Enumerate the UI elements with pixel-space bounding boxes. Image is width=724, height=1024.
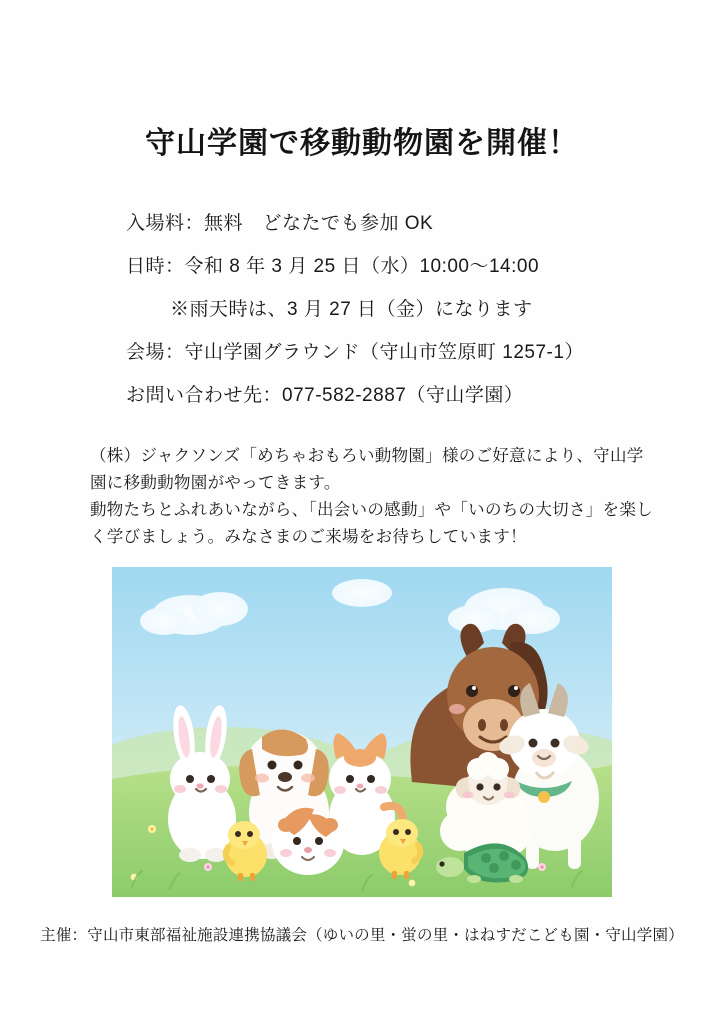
page-title: 守山学園で移動動物園を開催！ — [145, 127, 579, 160]
detail-datetime: 日時：令和 8 年 3 月 25 日（水）10:00〜14:00 — [126, 256, 540, 277]
detail-raindate: ※雨天時は、3 月 27 日（金）になります — [170, 299, 533, 320]
event-details-list — [0, 162, 724, 405]
body-text — [0, 429, 724, 551]
animals-illustration-svg — [112, 567, 612, 897]
body-paragraph-1: （株）ジャクソンズ「めちゃおもろい動物園」様のご好意により、守山学園に移動動物園がやってきます。 — [90, 447, 644, 492]
illustration-container — [0, 567, 724, 897]
detail-admission: 入場料：無料 どなたでも参加 OK — [126, 213, 434, 234]
detail-contact: お問い合わせ先：077-582-2887（守山学園） — [126, 385, 524, 406]
organizer-footer: 主催：守山市東部福祉施設連携協議会（ゆいの里・蛍の里・はねすだこども園・守山学園） — [40, 926, 684, 944]
animals-illustration — [112, 567, 612, 897]
body-paragraph-2: 動物たちとふれあいながら、「出会いの感動」や「いのちの大切さ」を楽しく学びましょう。みなさまのご来場をお待ちしています！ — [90, 501, 653, 547]
detail-venue: 会場：守山学園グラウンド（守山市笠原町 1257-1） — [126, 342, 584, 363]
